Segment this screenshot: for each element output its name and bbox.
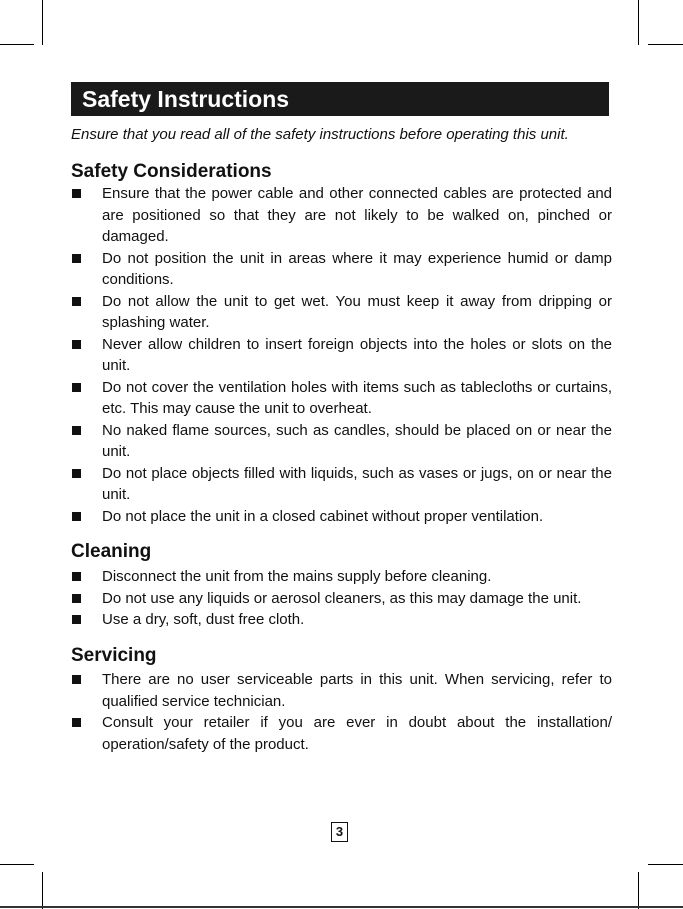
intro-text: Ensure that you read all of the safety instructions before operating this unit.	[71, 126, 569, 143]
square-bullet-icon	[72, 512, 81, 521]
list-item-text: Do not use any liquids or aerosol cleaners, as this may damage the unit.	[102, 589, 582, 607]
list-item	[71, 506, 612, 528]
list-item-text: Do not place the unit in a closed cabinet without proper ventilation.	[102, 507, 544, 525]
list-item-text: Consult your retailer if you are ever in doubt about the installation/ operation/safety of the product.	[102, 714, 612, 753]
list-item-text: Disconnect the unit from the mains supply before cleaning.	[102, 568, 492, 585]
page-number: 3	[331, 822, 348, 842]
cleaning-list	[71, 566, 612, 631]
list-item	[71, 463, 612, 506]
list-item-text: Do not place objects filled with liquids, such as vases or jugs, on or near the unit.	[102, 464, 612, 503]
crop-mark	[42, 872, 43, 909]
bottom-rule	[0, 906, 683, 908]
square-bullet-icon	[72, 254, 81, 263]
section-heading-servicing: Servicing	[71, 645, 157, 666]
list-item-text: Use a dry, soft, dust free cloth.	[102, 611, 305, 628]
square-bullet-icon	[72, 340, 81, 349]
crop-mark	[42, 0, 43, 45]
list-item	[71, 669, 612, 712]
list-item	[71, 291, 612, 334]
list-item	[71, 334, 612, 377]
square-bullet-icon	[72, 297, 81, 306]
square-bullet-icon	[72, 675, 81, 684]
crop-mark	[0, 864, 34, 865]
crop-mark	[0, 44, 34, 45]
list-item	[71, 712, 612, 755]
servicing-list	[71, 669, 612, 755]
list-item-text: Do not cover the ventilation holes with items such as tablecloths or curtains, etc. This may cause the unit to overheat.	[102, 378, 612, 417]
list-item-text: There are no user serviceable parts in this unit. When servicing, refer to qualified service technician.	[102, 671, 612, 710]
crop-mark	[648, 44, 683, 45]
square-bullet-icon	[72, 615, 81, 624]
list-item	[71, 420, 612, 463]
list-item	[71, 609, 612, 631]
list-item	[71, 377, 612, 420]
list-item-text: No naked flame sources, such as candles, should be placed on or near the unit.	[102, 421, 612, 460]
list-item-text: Never allow children to insert foreign objects into the holes or slots on the unit.	[102, 335, 612, 374]
section-heading-safety-considerations: Safety Considerations	[71, 161, 272, 182]
square-bullet-icon	[72, 383, 81, 392]
list-item	[71, 588, 612, 610]
section-heading-cleaning: Cleaning	[71, 541, 152, 562]
square-bullet-icon	[72, 572, 81, 581]
square-bullet-icon	[72, 594, 81, 603]
crop-mark	[638, 872, 639, 909]
list-item	[71, 183, 612, 248]
list-item-text: Ensure that the power cable and other connected cables are protected and are positioned so that they are not likely to be walked on, pinched or damaged.	[102, 185, 612, 245]
square-bullet-icon	[72, 469, 81, 478]
list-item	[71, 248, 612, 291]
list-item-text: Do not position the unit in areas where it may experience humid or damp conditions.	[102, 249, 612, 288]
safety-considerations-list	[71, 183, 612, 527]
list-item-text: Do not allow the unit to get wet. You must keep it away from dripping or splashing water.	[102, 292, 612, 331]
crop-mark	[638, 0, 639, 45]
crop-mark	[648, 864, 683, 865]
page-title: Safety Instructions	[71, 82, 609, 116]
square-bullet-icon	[72, 426, 81, 435]
square-bullet-icon	[72, 718, 81, 727]
list-item	[71, 566, 612, 588]
square-bullet-icon	[72, 189, 81, 198]
